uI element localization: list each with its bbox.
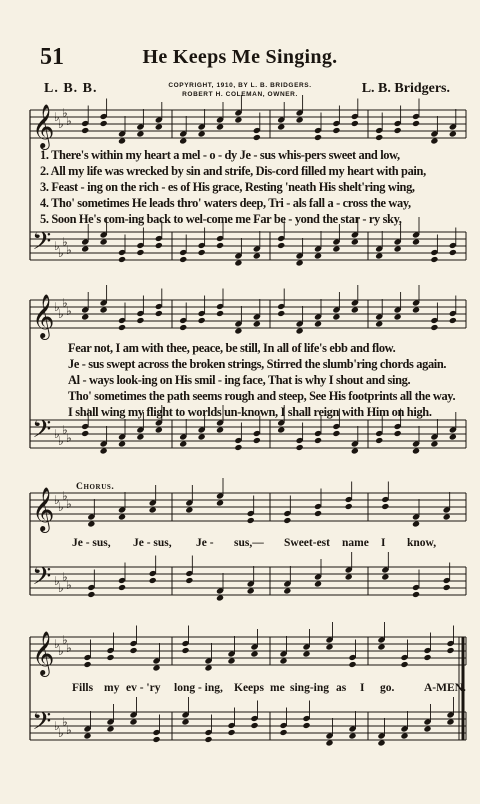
system4-word: ev - 'ry	[126, 682, 161, 694]
note-head	[375, 320, 383, 327]
note-head	[155, 123, 163, 130]
flat-icon: ♭	[62, 570, 68, 584]
lyricist-credit: L. B. B.	[44, 81, 98, 96]
flat-icon: ♭	[54, 574, 60, 588]
note-head	[83, 732, 91, 739]
note-head	[118, 440, 126, 447]
verse-3-line-b: Al - ways look-ing on His smil - ing face, That is why I shout and sing.	[68, 373, 411, 387]
flat-icon: ♭	[54, 493, 60, 507]
system4-word: long - ing,	[174, 682, 223, 694]
note-head	[283, 587, 291, 594]
hymn-title: He Keeps Me Singing.	[142, 46, 338, 68]
note-head	[302, 722, 310, 729]
note-head	[81, 313, 89, 320]
flat-icon: ♭	[66, 578, 72, 592]
note-head	[400, 661, 408, 668]
bass-clef-icon: 𝄢	[32, 227, 52, 262]
note-head	[106, 654, 114, 661]
system4-word: I	[360, 682, 365, 694]
treble-clef-icon: 𝄞	[32, 487, 55, 531]
verse-2-line-b: Je - sus swept across the broken strings, Stirred the slumb'ring chords again.	[68, 357, 447, 371]
note-head	[302, 650, 310, 657]
note-head	[394, 313, 402, 320]
system4-word: A-MEN.	[424, 682, 466, 694]
note-head	[443, 513, 451, 520]
note-head	[394, 127, 402, 134]
note-head	[179, 137, 187, 144]
note-head	[136, 249, 144, 256]
note-head	[250, 650, 258, 657]
page-number: 51	[40, 44, 64, 70]
system4-word: go.	[380, 682, 395, 694]
note-head	[296, 327, 304, 334]
note-head	[430, 324, 438, 331]
note-head	[412, 447, 420, 454]
note-head	[279, 657, 287, 664]
note-head	[412, 520, 420, 527]
note-head	[314, 437, 322, 444]
note-head	[155, 426, 163, 433]
flat-icon: ♭	[58, 246, 64, 260]
note-head	[179, 440, 187, 447]
note-head	[430, 137, 438, 144]
note-head	[375, 437, 383, 444]
treble-clef-icon: 𝄞	[32, 104, 55, 148]
note-head	[152, 736, 160, 743]
note-head	[412, 120, 420, 127]
flat-icon: ♭	[66, 114, 72, 128]
verse-4-line-b: Tho' sometimes the path seems rough and steep, See His footprints all the way.	[68, 389, 456, 403]
system4-word: sing-ing	[290, 682, 329, 694]
flat-icon: ♭	[58, 644, 64, 658]
note-head	[314, 252, 322, 259]
note-head	[216, 310, 224, 317]
verse-4-line-a: 4. Tho' sometimes He leads thro' waters deep, Tri - als fall a - cross the way,	[40, 196, 411, 210]
composer-credit: L. B. Bridgers.	[361, 81, 450, 96]
note-head	[100, 238, 108, 245]
flat-icon: ♭	[66, 497, 72, 511]
note-head	[136, 433, 144, 440]
note-head	[381, 503, 389, 510]
note-head	[423, 654, 431, 661]
note-head	[118, 584, 126, 591]
note-head	[423, 725, 431, 732]
note-head	[216, 242, 224, 249]
note-head	[296, 444, 304, 451]
note-head	[227, 657, 235, 664]
note-head	[351, 306, 359, 313]
note-head	[179, 256, 187, 263]
note-head	[198, 317, 206, 324]
note-head	[296, 259, 304, 266]
note-head	[351, 238, 359, 245]
note-head	[277, 426, 285, 433]
flat-icon: ♭	[54, 427, 60, 441]
note-head	[250, 722, 258, 729]
flat-icon: ♭	[58, 307, 64, 321]
note-head	[136, 317, 144, 324]
note-head	[129, 718, 137, 725]
note-head	[449, 317, 457, 324]
note-head	[394, 245, 402, 252]
bass-clef-icon: 𝄢	[32, 562, 52, 597]
flat-icon: ♭	[54, 110, 60, 124]
note-head	[129, 647, 137, 654]
note-head	[314, 320, 322, 327]
note-head	[227, 729, 235, 736]
note-head	[348, 661, 356, 668]
note-head	[375, 252, 383, 259]
verse-2-line-a: 2. All my life was wrecked by sin and strife, Dis-cord filled my heart with pain,	[40, 164, 426, 178]
note-head	[204, 736, 212, 743]
flat-icon: ♭	[62, 489, 68, 503]
note-head	[449, 130, 457, 137]
verse-5-line-a: 5. Soon He's com-ing back to wel-come me Far be - yond the star - ry sky,	[40, 212, 402, 226]
note-head	[430, 440, 438, 447]
note-head	[247, 517, 255, 524]
note-head	[87, 591, 95, 598]
flat-icon: ♭	[54, 239, 60, 253]
note-head	[253, 134, 261, 141]
chorus-word: Sweet-est	[284, 537, 330, 549]
flat-icon: ♭	[66, 243, 72, 257]
flat-icon: ♭	[62, 296, 68, 310]
note-head	[449, 433, 457, 440]
note-head	[375, 134, 383, 141]
system4-word: as	[336, 682, 347, 694]
flat-icon: ♭	[58, 117, 64, 131]
system4-word: me	[270, 682, 285, 694]
verse-5-line-b: I shall wing my flight to worlds un-known, I shall reign with Him on high.	[68, 405, 432, 419]
note-head	[400, 732, 408, 739]
chorus-label: Chorus.	[76, 482, 115, 492]
verse-1-line-a: 1. There's within my heart a mel - o - dy Je - sus whis-pers sweet and low,	[40, 148, 400, 162]
note-head	[449, 249, 457, 256]
system4-word: my	[104, 682, 120, 694]
note-head	[181, 718, 189, 725]
note-head	[296, 116, 304, 123]
note-head	[216, 123, 224, 130]
chorus-word: name	[342, 537, 369, 549]
note-head	[118, 256, 126, 263]
flat-icon: ♭	[54, 300, 60, 314]
note-head	[149, 506, 157, 513]
note-head	[446, 718, 454, 725]
note-head	[106, 725, 114, 732]
note-head	[81, 245, 89, 252]
chorus-word: Je - sus,	[133, 537, 172, 549]
chorus-word: I	[381, 537, 386, 549]
note-head	[351, 120, 359, 127]
note-head	[394, 430, 402, 437]
flat-icon: ♭	[58, 581, 64, 595]
flat-icon: ♭	[66, 723, 72, 737]
note-head	[118, 513, 126, 520]
chorus-word: Je -	[196, 537, 214, 549]
note-head	[234, 444, 242, 451]
note-head	[155, 310, 163, 317]
note-head	[345, 503, 353, 510]
note-head	[332, 245, 340, 252]
note-head	[253, 252, 261, 259]
flat-icon: ♭	[58, 434, 64, 448]
note-head	[253, 320, 261, 327]
note-head	[198, 130, 206, 137]
note-head	[83, 661, 91, 668]
flat-icon: ♭	[66, 304, 72, 318]
note-head	[377, 643, 385, 650]
flat-icon: ♭	[66, 641, 72, 655]
note-head	[412, 591, 420, 598]
note-head	[100, 120, 108, 127]
bass-clef-icon: 𝄢	[32, 707, 52, 742]
note-head	[179, 324, 187, 331]
note-head	[118, 324, 126, 331]
note-head	[430, 256, 438, 263]
flat-icon: ♭	[62, 633, 68, 647]
note-head	[234, 327, 242, 334]
chorus-word: know,	[407, 537, 437, 549]
note-head	[277, 242, 285, 249]
note-head	[216, 594, 224, 601]
note-head	[234, 259, 242, 266]
note-head	[216, 426, 224, 433]
note-head	[325, 643, 333, 650]
note-head	[277, 310, 285, 317]
note-head	[325, 739, 333, 746]
chorus-word: sus,—	[234, 537, 264, 549]
note-head	[377, 739, 385, 746]
note-head	[204, 664, 212, 671]
note-head	[198, 433, 206, 440]
note-head	[118, 137, 126, 144]
note-head	[443, 584, 451, 591]
note-head	[283, 517, 291, 524]
flat-icon: ♭	[62, 423, 68, 437]
note-head	[81, 127, 89, 134]
note-head	[348, 732, 356, 739]
note-head	[100, 447, 108, 454]
flat-icon: ♭	[58, 726, 64, 740]
note-head	[412, 238, 420, 245]
note-head	[87, 520, 95, 527]
flat-icon: ♭	[62, 235, 68, 249]
flat-icon: ♭	[66, 431, 72, 445]
system4-word: Keeps	[234, 682, 265, 694]
bass-clef-icon: 𝄢	[32, 415, 52, 450]
note-head	[332, 313, 340, 320]
note-head	[446, 647, 454, 654]
note-head	[277, 123, 285, 130]
note-head	[332, 127, 340, 134]
note-head	[136, 130, 144, 137]
note-head	[314, 510, 322, 517]
note-head	[100, 306, 108, 313]
verse-3-line-a: 3. Feast - ing on the rich - es of His grace, Resting 'neath His shelt'ring wing,	[40, 180, 415, 194]
note-head	[253, 437, 261, 444]
note-head	[185, 577, 193, 584]
note-head	[332, 430, 340, 437]
note-head	[216, 499, 224, 506]
flat-icon: ♭	[58, 500, 64, 514]
note-head	[185, 506, 193, 513]
note-head	[181, 647, 189, 654]
verse-1-line-b: Fear not, I am with thee, peace, be still, In all of life's ebb and flow.	[68, 341, 396, 355]
note-head	[314, 134, 322, 141]
note-head	[155, 242, 163, 249]
note-head	[345, 573, 353, 580]
copyright-line-2: ROBERT H. COLEMAN, OWNER.	[182, 91, 298, 98]
note-head	[198, 249, 206, 256]
chorus-word: Je - sus,	[72, 537, 111, 549]
flat-icon: ♭	[62, 715, 68, 729]
system4-word: Fills	[72, 682, 94, 694]
treble-clef-icon: 𝄞	[32, 631, 55, 675]
note-head	[247, 587, 255, 594]
flat-icon: ♭	[54, 719, 60, 733]
copyright-line-1: COPYRIGHT, 1910, BY L. B. BRIDGERS.	[168, 82, 312, 89]
note-head	[314, 580, 322, 587]
note-head	[81, 430, 89, 437]
note-head	[234, 116, 242, 123]
flat-icon: ♭	[54, 637, 60, 651]
note-head	[149, 577, 157, 584]
note-head	[152, 664, 160, 671]
flat-icon: ♭	[62, 106, 68, 120]
note-head	[412, 306, 420, 313]
note-head	[279, 729, 287, 736]
note-head	[381, 573, 389, 580]
treble-clef-icon: 𝄞	[32, 294, 55, 338]
note-head	[351, 447, 359, 454]
